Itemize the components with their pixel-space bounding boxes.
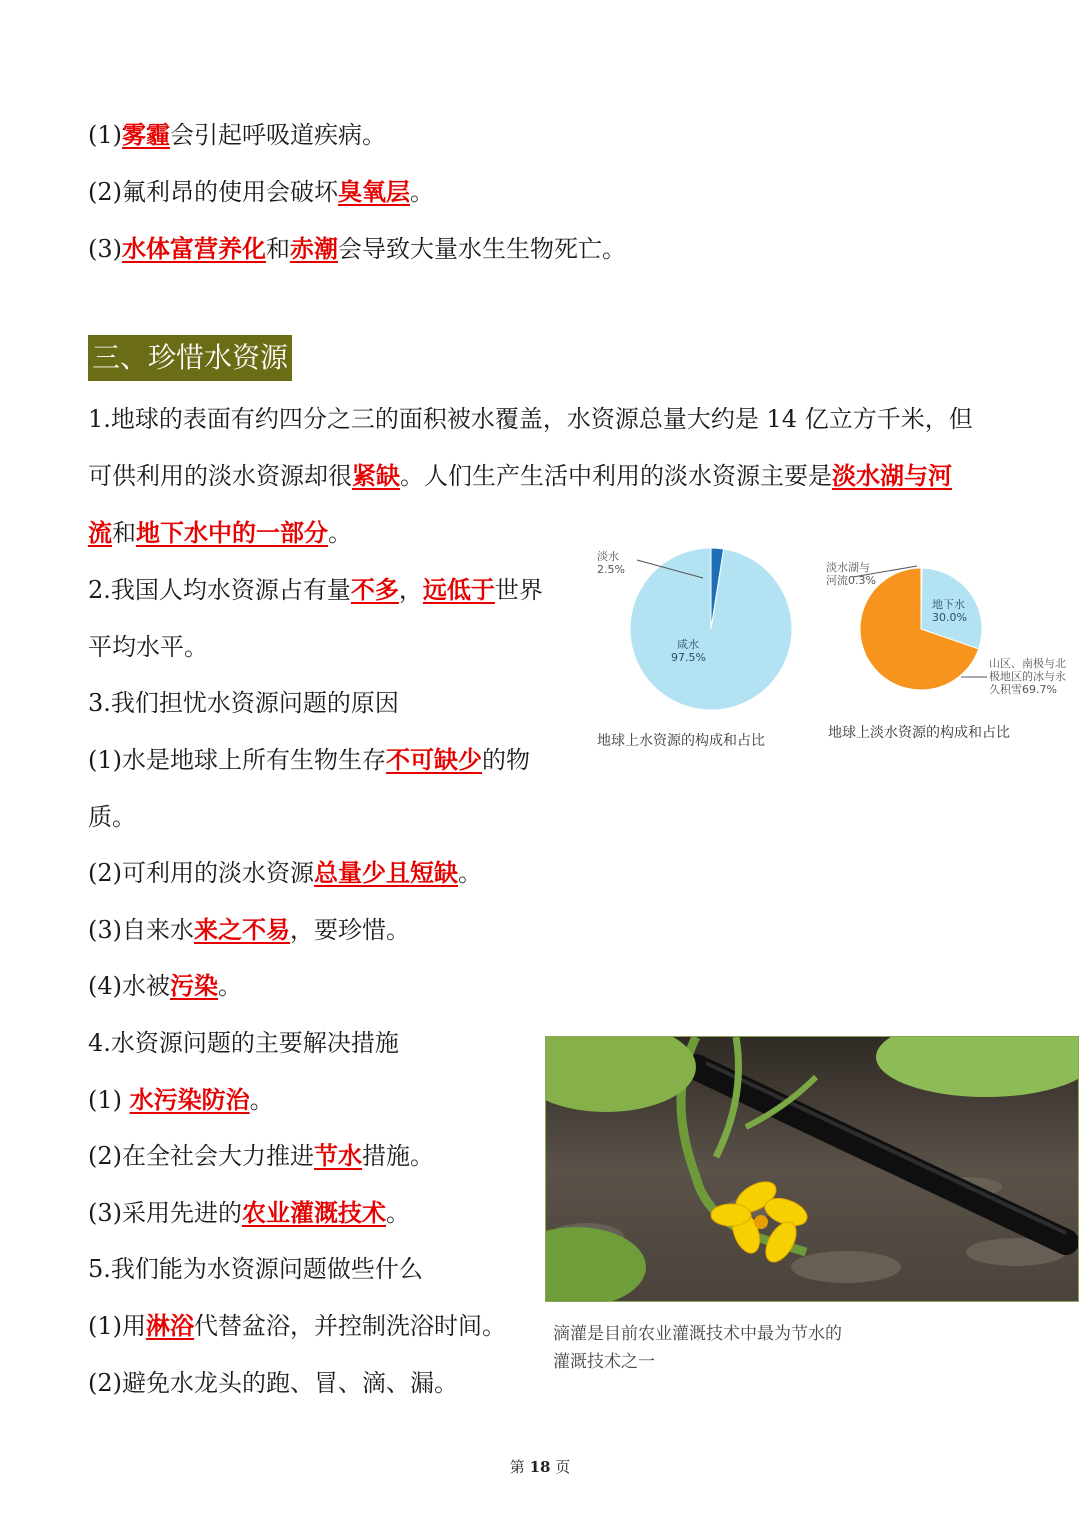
paragraph-4-item-2: (2)在全社会大力推进节水措施。 bbox=[88, 1141, 434, 1170]
paragraph-5-item-1: (1)用淋浴代替盆浴，并控制洗浴时间。 bbox=[88, 1311, 506, 1340]
paragraph-3-item-1: (1)水是地球上所有生物生存不可缺少的物 bbox=[88, 745, 530, 774]
photo-caption: 滴灌是目前农业灌溉技术中最为节水的 灌溉技术之一 bbox=[553, 1324, 842, 1372]
paragraph-4-item-1: (1) 水污染防治。 bbox=[88, 1085, 274, 1114]
item-freon: (2)氟利昂的使用会破坏臭氧层。 bbox=[88, 177, 434, 206]
slice-label-freshwater: 淡水 2.5% bbox=[597, 550, 625, 576]
answer-blank: 淡水湖与河 bbox=[832, 461, 952, 490]
answer-blank: 淋浴 bbox=[146, 1311, 194, 1340]
paragraph-5-item-2: (2)避免水龙头的跑、冒、滴、漏。 bbox=[88, 1369, 458, 1397]
chart-caption-freshwater: 地球上淡水资源的构成和占比 bbox=[828, 725, 1010, 741]
paragraph-3-item-2: (2)可利用的淡水资源总量少且短缺。 bbox=[88, 858, 482, 887]
paragraph-2-line-1: 2.我国人均水资源占有量不多，远低于世界 bbox=[88, 575, 543, 604]
answer-blank: 污染 bbox=[170, 971, 218, 1000]
page-number: 第 18 页 bbox=[509, 1458, 571, 1476]
paragraph-5-title: 5.我们能为水资源问题做些什么 bbox=[88, 1255, 423, 1283]
answer-blank: 来之不易 bbox=[194, 915, 290, 944]
chart-caption-global-water: 地球上水资源的构成和占比 bbox=[597, 733, 765, 749]
answer-blank: 节水 bbox=[314, 1141, 362, 1170]
slice-label-ice-snow: 山区、南极与北 极地区的冰与永 久积雪69.7% bbox=[989, 657, 1066, 696]
answer-blank: 雾霾 bbox=[122, 120, 170, 149]
answer-blank: 赤潮 bbox=[290, 234, 338, 263]
answer-blank: 远低于 bbox=[422, 575, 495, 604]
pie-chart-freshwater bbox=[860, 568, 982, 690]
paragraph-3-item-4: (4)水被污染。 bbox=[88, 971, 242, 1000]
section-title: 三、珍惜水资源 bbox=[88, 335, 292, 381]
water-pie-charts bbox=[585, 540, 1080, 760]
answer-blank: 水体富营养化 bbox=[122, 234, 266, 263]
paragraph-1-line-3: 流和地下水中的一部分。 bbox=[88, 518, 352, 547]
answer-blank: 流 bbox=[88, 518, 112, 547]
paragraph-3-item-1-cont: 质。 bbox=[88, 803, 136, 831]
answer-blank: 总量少且短缺 bbox=[314, 858, 458, 887]
slice-label-groundwater: 地下水 30.0% bbox=[932, 598, 967, 624]
paragraph-1-line-1: 1.地球的表面有约四分之三的面积被水覆盖，水资源总量大约是 14 亿立方千米，但 bbox=[88, 405, 973, 433]
answer-blank: 臭氧层 bbox=[338, 177, 410, 206]
paragraph-3-item-3: (3)自来水来之不易，要珍惜。 bbox=[88, 915, 410, 944]
answer-blank: 水污染防治 bbox=[129, 1085, 250, 1114]
answer-blank: 紧缺 bbox=[352, 461, 400, 490]
slice-label-lakes-rivers: 淡水湖与 河流0.3% bbox=[826, 561, 876, 587]
paragraph-2-line-2: 平均水平。 bbox=[88, 633, 208, 661]
answer-blank: 农业灌溉技术 bbox=[242, 1198, 386, 1227]
answer-blank: 地下水中的一部分 bbox=[136, 518, 328, 547]
paragraph-4-item-3: (3)采用先进的农业灌溉技术。 bbox=[88, 1198, 410, 1227]
drip-irrigation-photo bbox=[545, 1036, 1079, 1302]
slice-label-saltwater: 咸水 97.5% bbox=[671, 638, 706, 664]
item-smog: (1)雾霾会引起呼吸道疾病。 bbox=[88, 120, 386, 149]
answer-blank: 不可缺少 bbox=[386, 745, 482, 774]
answer-blank: 不多 bbox=[350, 575, 399, 604]
item-eutrophication: (3)水体富营养化和赤潮会导致大量水生生物死亡。 bbox=[88, 234, 626, 263]
pie-chart-global-water bbox=[630, 548, 792, 710]
photo-illustration bbox=[546, 1037, 1078, 1301]
pie-slice bbox=[630, 548, 792, 710]
paragraph-1-line-2: 可供利用的淡水资源却很紧缺。人们生产生活中利用的淡水资源主要是淡水湖与河 bbox=[88, 461, 952, 490]
paragraph-4-title: 4.水资源问题的主要解决措施 bbox=[88, 1029, 399, 1057]
paragraph-3-title: 3.我们担忧水资源问题的原因 bbox=[88, 689, 399, 717]
